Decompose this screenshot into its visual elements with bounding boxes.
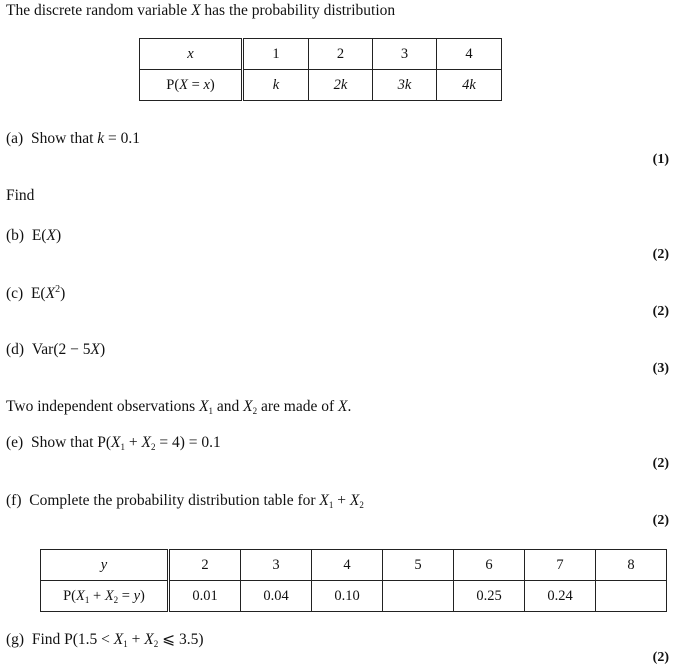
prob-value: 2k <box>333 76 348 93</box>
table-cell: 0.10 <box>312 581 383 612</box>
table-header-prob-sum: $P(X_1 + X_2 = y)$ <box>41 581 169 612</box>
table-cell: 0.25 <box>454 581 525 612</box>
table-cell: 5 <box>383 550 454 581</box>
part-c: (c) $E(X^2)$ <box>6 284 66 302</box>
distribution-table-x <box>139 38 502 101</box>
marks-d: (3) <box>652 361 669 376</box>
table-row <box>41 581 667 612</box>
table-header-x: x <box>140 39 243 70</box>
marks-b: (2) <box>652 247 669 262</box>
table-cell <box>437 70 502 101</box>
marks-a: (1) <box>652 152 669 167</box>
table-cell-blank[interactable] <box>383 581 454 612</box>
marks-g: (2) <box>652 650 669 665</box>
table-cell: 2 <box>309 39 373 70</box>
table-row <box>140 70 502 101</box>
part-d: (d) Var(2 − 5X) <box>6 341 106 358</box>
table-header-y: y <box>41 550 169 581</box>
table-cell: 0.01 <box>169 581 241 612</box>
observations-text: Two independent observations $X_1$ and $X_2$ are made of X. <box>6 398 352 416</box>
table-cell: 4 <box>437 39 502 70</box>
part-b: (b) E(X) <box>6 227 62 244</box>
table-cell-blank[interactable] <box>596 581 667 612</box>
table-cell: 0.24 <box>525 581 596 612</box>
table-cell: 1 <box>243 39 309 70</box>
table-row <box>41 550 667 581</box>
table-cell: 2 <box>169 550 241 581</box>
table-cell: 8 <box>596 550 667 581</box>
part-e: (e) Show that $P(X_1 + X_2 = 4) = 0.1$ <box>6 434 221 452</box>
table-row <box>140 39 502 70</box>
table-cell <box>243 70 309 101</box>
prob-value: 4k <box>462 76 476 93</box>
table-cell: 0.04 <box>241 581 312 612</box>
prob-value: 3k <box>397 76 412 93</box>
part-a: (a) Show that k = 0.1 <box>6 130 141 147</box>
marks-f: (2) <box>652 513 669 528</box>
table-cell <box>373 70 437 101</box>
table-header-prob: P(X = x) <box>140 70 243 101</box>
marks-e: (2) <box>652 456 669 471</box>
table-cell: 3 <box>241 550 312 581</box>
table-cell: 7 <box>525 550 596 581</box>
table-cell: 4 <box>312 550 383 581</box>
distribution-table-y <box>40 549 667 612</box>
table-cell: 6 <box>454 550 525 581</box>
marks-c: (2) <box>652 304 669 319</box>
table-cell: 3 <box>373 39 437 70</box>
part-f: (f) Complete the probability distribution table for $X_1 + X_2$ <box>6 492 364 510</box>
find-text: Find <box>6 187 35 204</box>
part-g: (g) Find $P(1.5 < X_1 + X_2$ ⩽ 3.5) <box>6 631 204 649</box>
table-cell <box>309 70 373 101</box>
prob-value: k <box>272 76 280 93</box>
intro-text: The discrete random variable X has the probability distribution <box>6 2 396 19</box>
